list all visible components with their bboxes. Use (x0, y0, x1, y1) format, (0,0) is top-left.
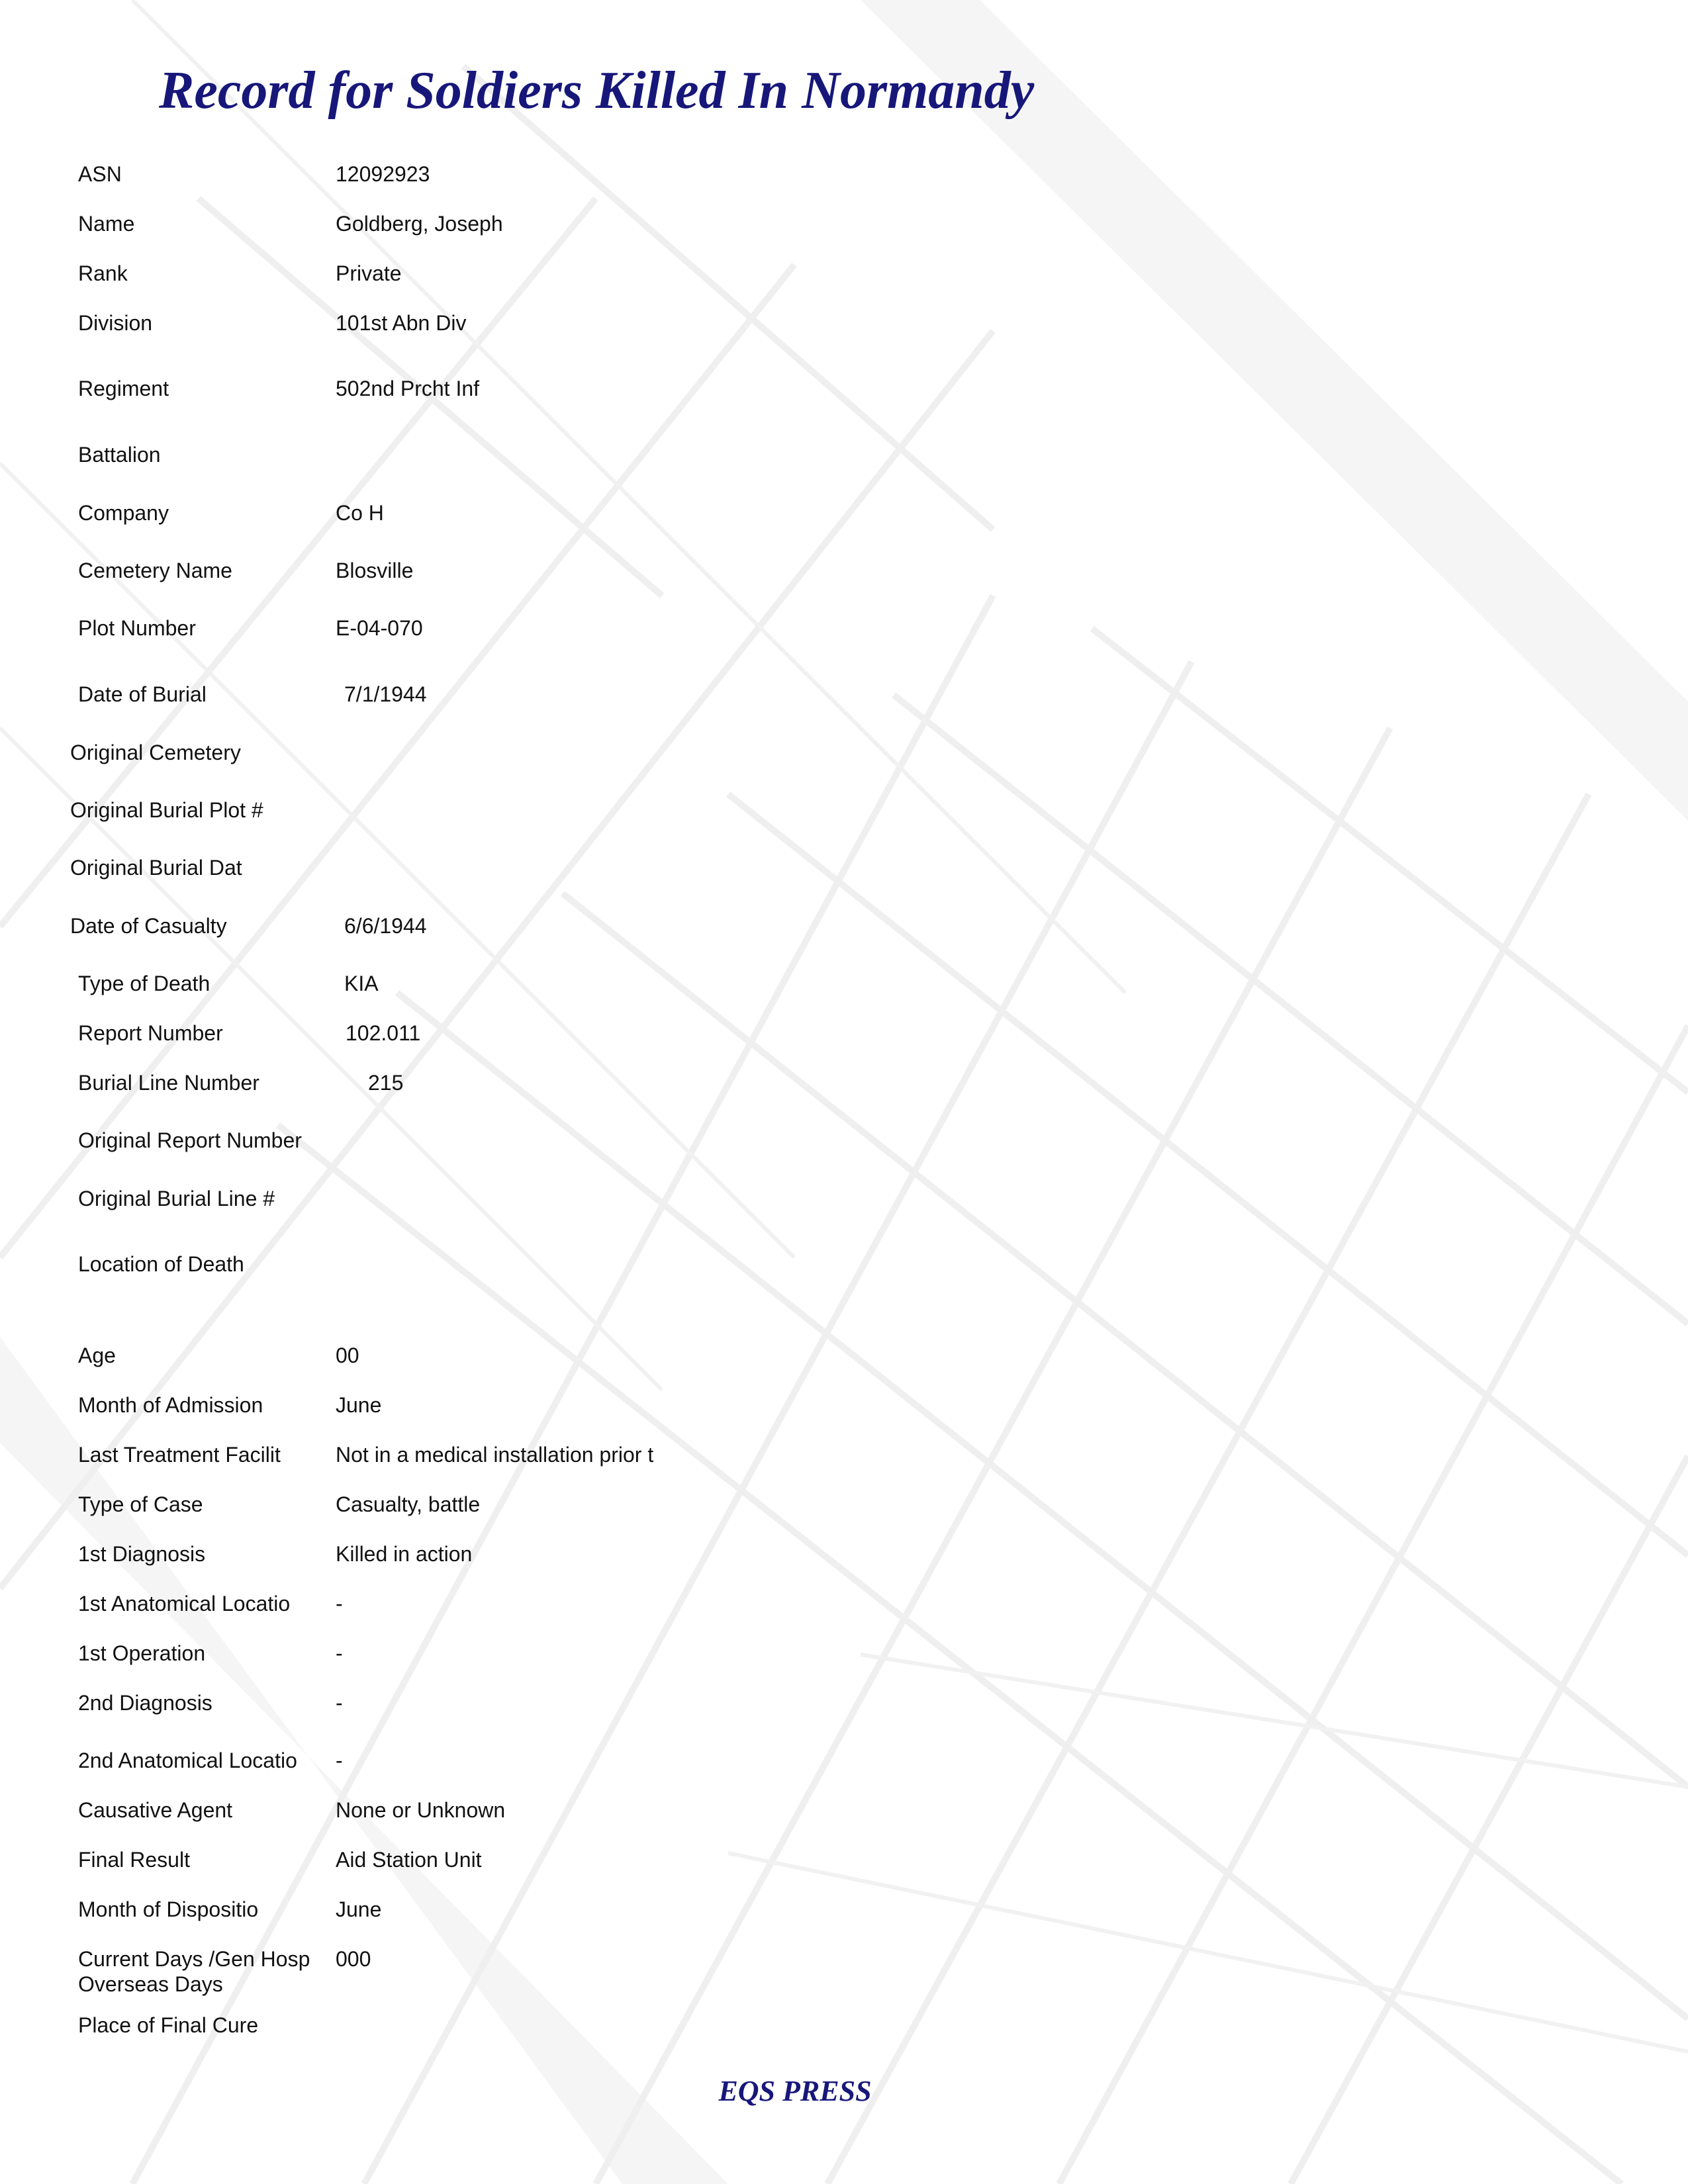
age-label: Age (78, 1343, 116, 1367)
company-value: Co H (336, 501, 384, 525)
footer (0, 2074, 1590, 2108)
second-anatomical-location-label: 2nd Anatomical Locatio (78, 1749, 297, 1772)
original-burial-line-label: Original Burial Line # (78, 1187, 275, 1210)
month-of-admission-value: June (336, 1393, 382, 1417)
burial-line-number-label: Burial Line Number (78, 1071, 259, 1095)
first-operation-value: - (336, 1641, 343, 1665)
date-of-burial-label: Date of Burial (78, 682, 207, 706)
second-diagnosis-label: 2nd Diagnosis (78, 1691, 212, 1715)
month-of-disposition-label: Month of Dispositio (78, 1897, 259, 1921)
plot-number-label: Plot Number (78, 616, 196, 640)
first-operation-label: 1st Operation (78, 1641, 206, 1665)
asn-label: ASN (78, 162, 122, 186)
original-burial-date-label: Original Burial Dat (70, 856, 242, 880)
final-result-value: Aid Station Unit (336, 1848, 482, 1872)
current-days-label: Current Days /Gen Hosp (78, 1947, 310, 1971)
date-of-casualty-label: Date of Casualty (70, 914, 227, 938)
final-result-label: Final Result (78, 1848, 190, 1872)
rank-value: Private (336, 261, 402, 285)
type-of-case-label: Type of Case (78, 1492, 203, 1516)
report-number-label: Report Number (78, 1021, 223, 1045)
division-label: Division (78, 311, 153, 335)
date-of-burial-value: 7/1/1944 (344, 682, 427, 706)
month-of-disposition-value: June (336, 1897, 382, 1921)
overseas-days-label: Overseas Days (78, 1972, 223, 1996)
original-cemetery-label: Original Cemetery (70, 741, 241, 764)
rank-label: Rank (78, 261, 128, 285)
type-of-death-value: KIA (344, 972, 379, 995)
age-value: 00 (336, 1343, 359, 1367)
first-anatomical-location-value: - (336, 1592, 343, 1615)
type-of-death-label: Type of Death (78, 972, 211, 995)
name-value: Goldberg, Joseph (336, 212, 503, 236)
location-of-death-label: Location of Death (78, 1252, 244, 1276)
cemetery-name-value: Blosville (336, 559, 414, 582)
month-of-admission-label: Month of Admission (78, 1393, 263, 1417)
battalion-label: Battalion (78, 443, 161, 467)
second-anatomical-location-value: - (336, 1749, 343, 1772)
company-label: Company (78, 501, 169, 525)
regiment-label: Regiment (78, 377, 169, 400)
first-diagnosis-label: 1st Diagnosis (78, 1542, 206, 1566)
first-anatomical-location-label: 1st Anatomical Locatio (78, 1592, 291, 1615)
first-diagnosis-value: Killed in action (336, 1542, 473, 1566)
original-burial-plot-label: Original Burial Plot # (70, 798, 263, 822)
report-number-value: 102.011 (346, 1021, 421, 1045)
division-value: 101st Abn Div (336, 311, 467, 335)
publisher-name: EQS PRESS (718, 2075, 872, 2107)
plot-number-value: E-04-070 (336, 616, 423, 640)
type-of-case-value: Casualty, battle (336, 1492, 481, 1516)
last-treatment-facility-value: Not in a medical installation prior t (336, 1443, 654, 1467)
date-of-casualty-value: 6/6/1944 (344, 914, 427, 938)
burial-line-number-value: 215 (368, 1071, 404, 1095)
cemetery-name-label: Cemetery Name (78, 559, 232, 582)
asn-value: 12092923 (336, 162, 430, 186)
second-diagnosis-value: - (336, 1691, 343, 1715)
current-days-value: 000 (336, 1947, 371, 1971)
original-report-number-label: Original Report Number (78, 1128, 302, 1152)
name-label: Name (78, 212, 135, 236)
last-treatment-facility-label: Last Treatment Facilit (78, 1443, 281, 1467)
page-title: Record for Soldiers Killed In Normandy (159, 62, 1035, 120)
causative-agent-label: Causative Agent (78, 1798, 233, 1822)
place-of-final-cure-label: Place of Final Cure (78, 2013, 259, 2037)
causative-agent-value: None or Unknown (336, 1798, 506, 1822)
regiment-value: 502nd Prcht Inf (336, 377, 480, 400)
